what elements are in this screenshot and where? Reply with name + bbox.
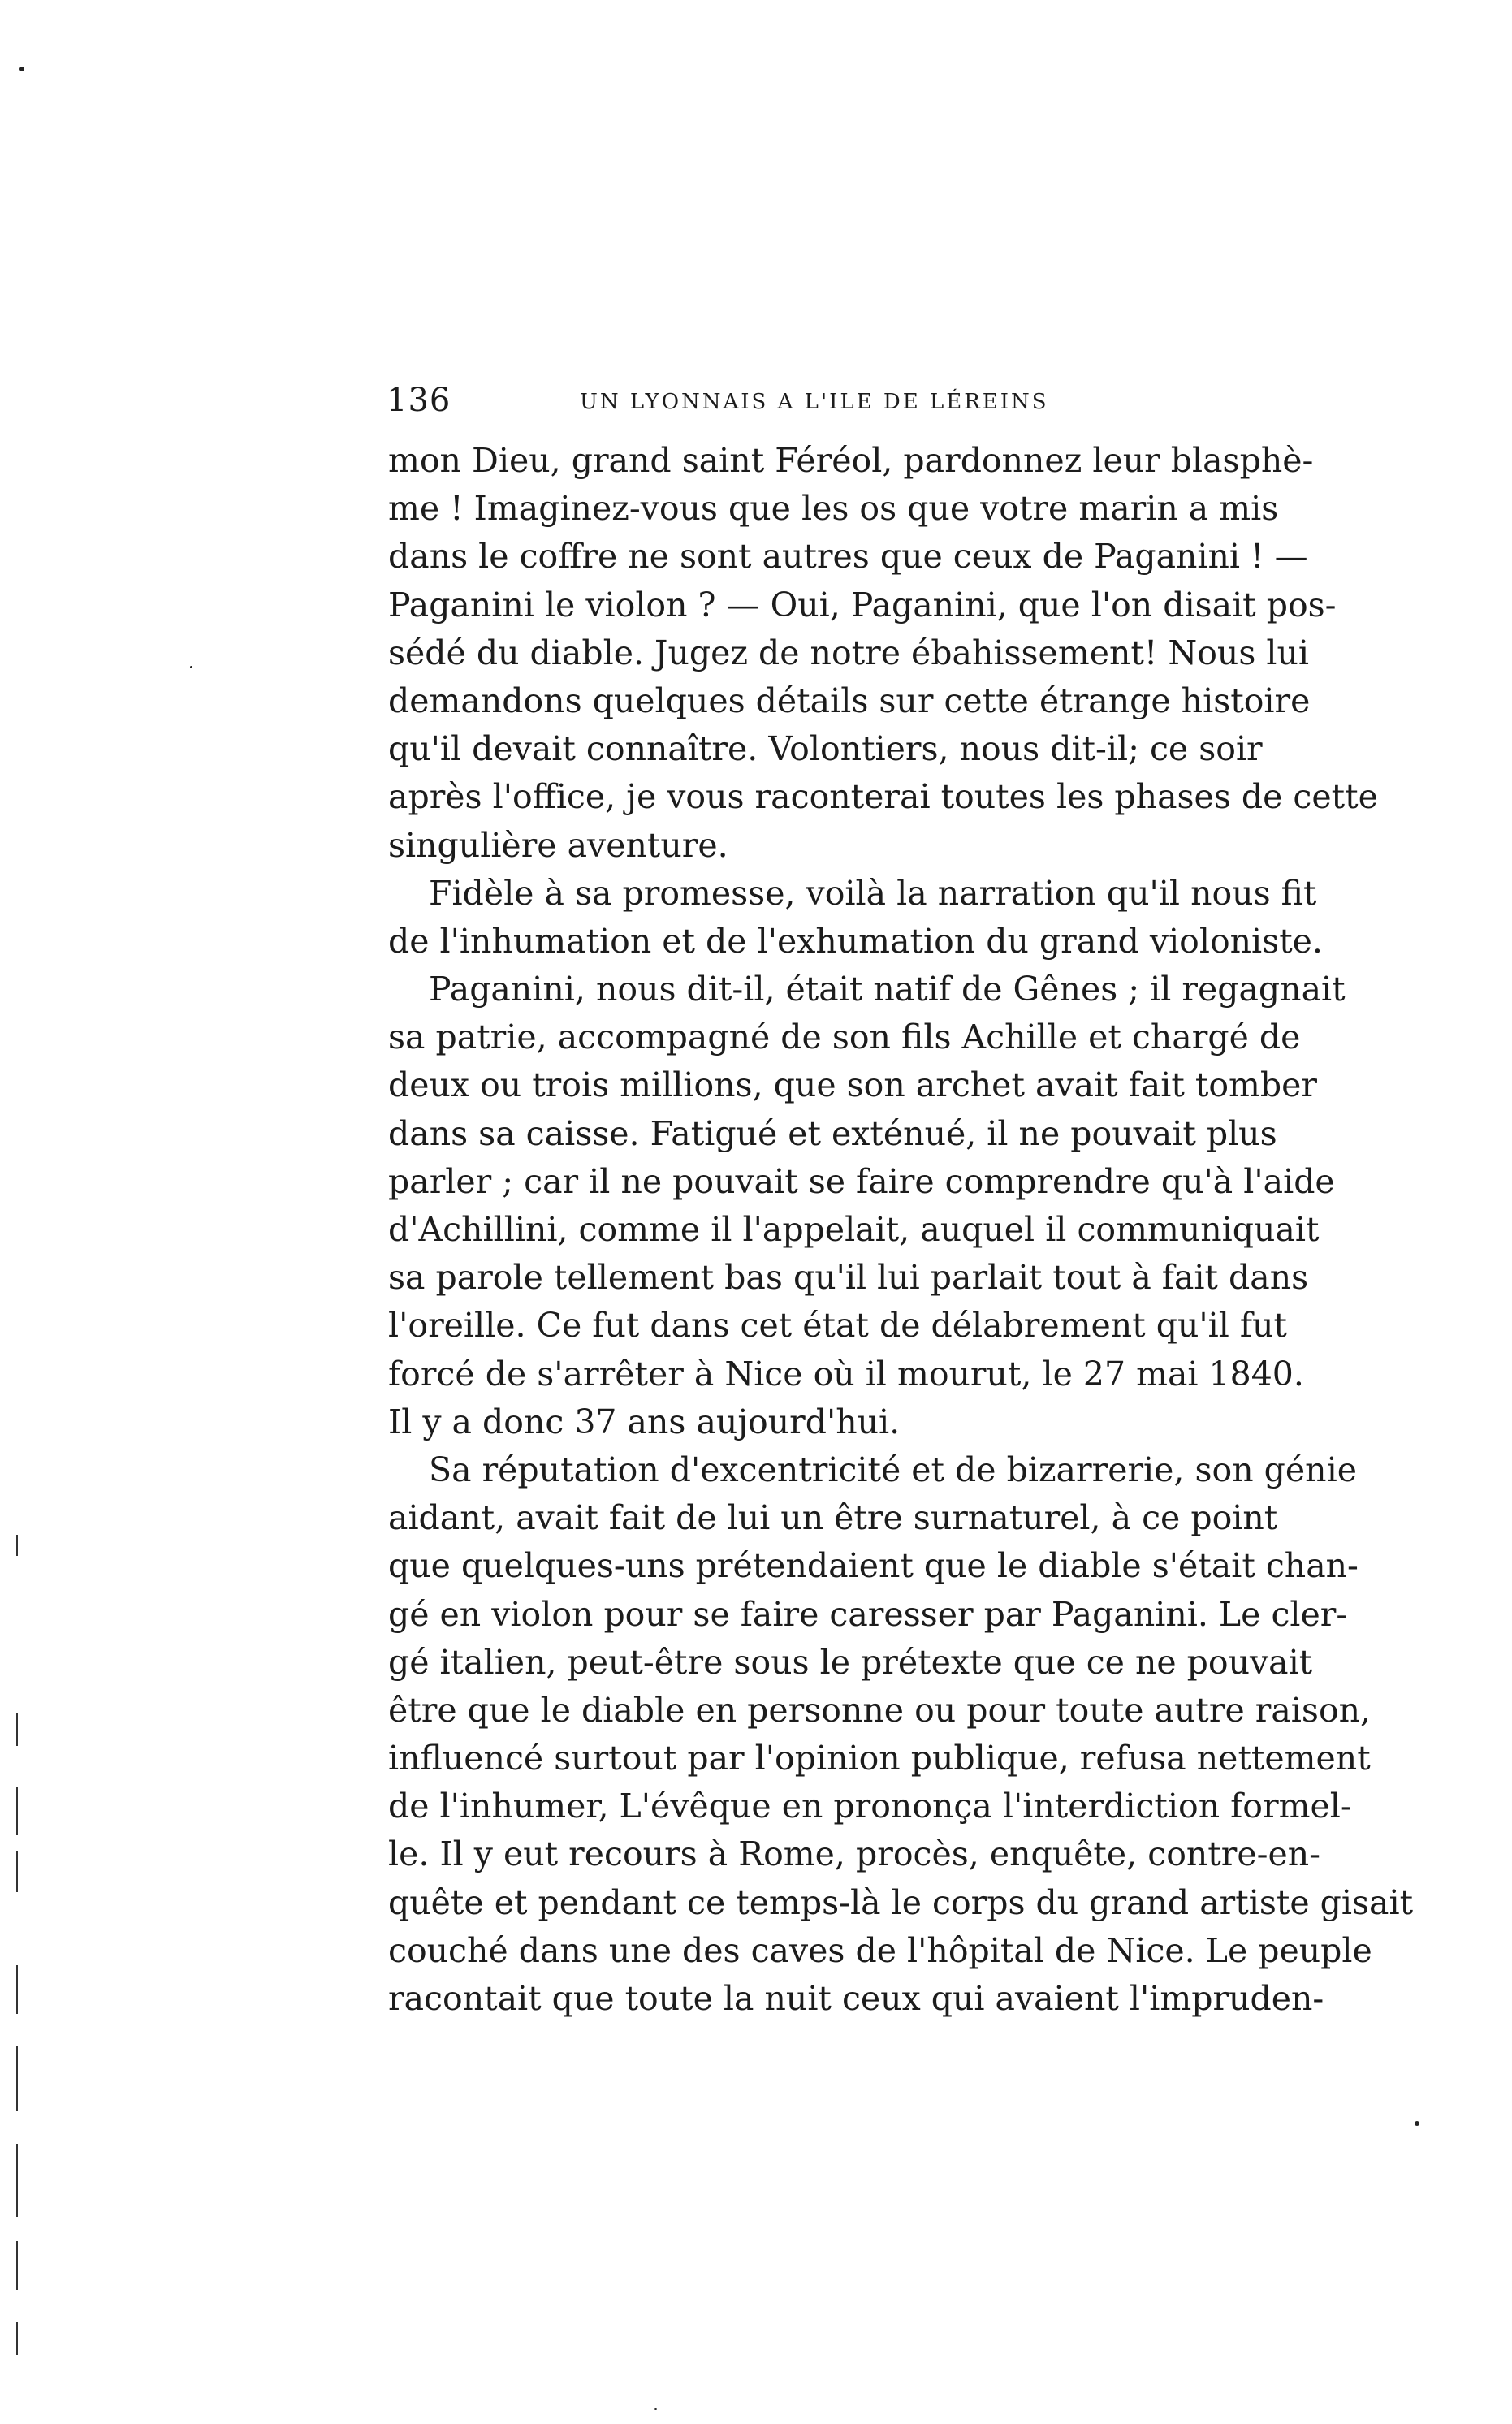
text-line: gé en violon pour se faire caresser par Paganini. Le cler- bbox=[388, 1594, 1348, 1634]
scan-speck bbox=[654, 2408, 657, 2410]
text-line: me ! Imaginez-vous que les os que votre marin a mis bbox=[388, 489, 1279, 529]
text-line: mon Dieu, grand saint Féréol, pardonnez leur blasphè- bbox=[388, 441, 1314, 480]
text-line: Paganini le violon ? — Oui, Paganini, que l'on disait pos- bbox=[388, 585, 1337, 624]
text-line: singulière aventure. bbox=[388, 825, 728, 865]
text-line: gé italien, peut-être sous le prétexte que ce ne pouvait bbox=[388, 1642, 1313, 1682]
text-line: Paganini, nous dit-il, était natif de Gênes ; il regagnait bbox=[429, 970, 1346, 1009]
margin-mark bbox=[16, 2241, 18, 2290]
margin-mark bbox=[16, 1965, 18, 2014]
text-line: forcé de s'arrêter à Nice où il mourut, le 27 mai 1840. bbox=[388, 1354, 1304, 1393]
text-line: qu'il devait connaître. Volontiers, nous dit-il; ce soir bbox=[388, 729, 1263, 769]
margin-mark bbox=[16, 1535, 18, 1556]
margin-mark bbox=[16, 2144, 18, 2217]
margin-mark bbox=[16, 1787, 18, 1835]
scan-speck bbox=[190, 666, 192, 668]
text-line: d'Achillini, comme il l'appelait, auquel il communiquait bbox=[388, 1210, 1320, 1249]
page-number: 136 bbox=[387, 382, 451, 419]
text-line: racontait que toute la nuit ceux qui avaient l'impruden- bbox=[388, 1979, 1324, 2018]
margin-mark bbox=[16, 1851, 18, 1892]
text-line: parler ; car il ne pouvait se faire comprendre qu'à l'aide bbox=[388, 1161, 1335, 1201]
text-line: sa patrie, accompagné de son fils Achille et chargé de bbox=[388, 1018, 1301, 1057]
text-line: couché dans une des caves de l'hôpital de Nice. Le peuple bbox=[388, 1930, 1372, 1970]
text-line: sédé du diable. Jugez de notre ébahissement! Nous lui bbox=[388, 633, 1310, 672]
text-line: Fidèle à sa promesse, voilà la narration qu'il nous fit bbox=[429, 873, 1317, 913]
text-line: demandons quelques détails sur cette étrange histoire bbox=[388, 681, 1311, 720]
text-line: sa parole tellement bas qu'il lui parlait tout à fait dans bbox=[388, 1258, 1309, 1298]
text-line: de l'inhumation et de l'exhumation du grand violoniste. bbox=[388, 921, 1323, 961]
text-line: que quelques-uns prétendaient que le diable s'était chan- bbox=[388, 1546, 1359, 1586]
margin-mark bbox=[16, 1713, 18, 1746]
running-head: UN LYONNAIS A L'ILE DE LÉREINS bbox=[580, 390, 1049, 414]
text-line: influencé surtout par l'opinion publique, refusa nettement bbox=[388, 1739, 1371, 1778]
text-line: quête et pendant ce temps-là le corps du grand artiste gisait bbox=[388, 1882, 1414, 1922]
text-line: dans le coffre ne sont autres que ceux de Paganini ! — bbox=[388, 537, 1308, 577]
text-line: l'oreille. Ce fut dans cet état de délabrement qu'il fut bbox=[388, 1306, 1287, 1346]
margin-mark bbox=[16, 2046, 18, 2111]
scan-speck bbox=[19, 67, 24, 71]
text-line: deux ou trois millions, que son archet avait fait tomber bbox=[388, 1065, 1318, 1105]
text-line: de l'inhumer, L'évêque en prononça l'interdiction formel- bbox=[388, 1787, 1352, 1826]
text-line: après l'office, je vous raconterai toutes les phases de cette bbox=[388, 777, 1378, 817]
text-line: aidant, avait fait de lui un être surnaturel, à ce point bbox=[388, 1498, 1278, 1538]
page-header bbox=[387, 382, 1272, 422]
body-text bbox=[388, 437, 1414, 2023]
text-line: Il y a donc 37 ans aujourd'hui. bbox=[388, 1402, 901, 1441]
scan-speck bbox=[1415, 2121, 1419, 2126]
margin-mark bbox=[16, 2322, 18, 2355]
text-line: Sa réputation d'excentricité et de bizarrerie, son génie bbox=[429, 1450, 1357, 1489]
text-line: dans sa caisse. Fatigué et exténué, il ne pouvait plus bbox=[388, 1113, 1277, 1153]
text-line: le. Il y eut recours à Rome, procès, enquête, contre-en- bbox=[388, 1834, 1320, 1874]
text-line: être que le diable en personne ou pour toute autre raison, bbox=[388, 1690, 1372, 1730]
